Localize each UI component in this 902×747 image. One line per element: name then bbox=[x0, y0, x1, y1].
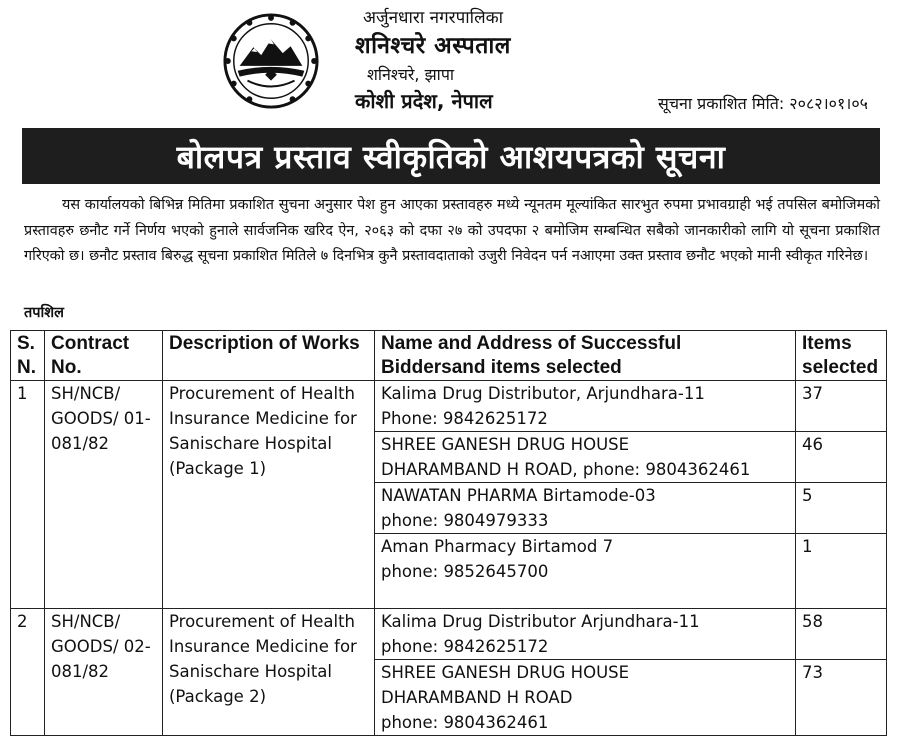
bidder-name: NAWATAN PHARMA Birtamode-03 bbox=[381, 486, 656, 505]
table-row bbox=[11, 381, 887, 432]
bidder-name: Kalima Drug Distributor Arjundhara-11 bbox=[381, 612, 700, 631]
table-row bbox=[11, 609, 887, 660]
items-count: 73 bbox=[796, 660, 887, 736]
bidder-address: DHARAMBAND H ROAD bbox=[381, 688, 573, 707]
awarded-contracts-table bbox=[10, 330, 887, 736]
items-count: 46 bbox=[796, 432, 887, 483]
row-contract-no: SH/NCB/ GOODS/ 01-081/82 bbox=[45, 381, 163, 609]
municipality-name: अर्जुनधारा नगरपालिका bbox=[363, 8, 504, 28]
items-count: 58 bbox=[796, 609, 887, 660]
bidder-cell bbox=[375, 609, 796, 660]
row-sn: 1 bbox=[11, 381, 45, 609]
bidder-name: Kalima Drug Distributor, Arjundhara-11 bbox=[381, 384, 705, 403]
bidder-phone: phone: 9842625172 bbox=[381, 637, 549, 656]
bidder-cell bbox=[375, 432, 796, 483]
bidder-name: SHREE GANESH DRUG HOUSE bbox=[381, 435, 630, 454]
province-name: कोशी प्रदेश, नेपाल bbox=[355, 89, 493, 113]
bidder-cell bbox=[375, 660, 796, 736]
notice-body: यस कार्यालयको बिभिन्न मितिमा प्रकाशित सुचना अनुसार पेश हुन आएका प्रस्तावहरु मध्ये न्यूनतम मूल्यांकित सारभुत रुपमा प्रभावग्राही भई तपसिल बमोजिमको प्रस्तावहरु छनौट गर्ने निर्णय भएको हुनाले सार्वजनिक खरिद ऐन, २०६३ को दफा २७ को उपदफा २ बमोजिम सम्बन्धित सबैको जानकारीको लागि यो सूचना प्रकाशित गरिएको छ। छनौट प्रस्ताव बिरुद्ध सूचना प्रकाशित मितिले ७ दिनभित्र कुनै प्रस्तावदाताको उजुरी निवेदन पर्न नआएमा उक्त प्रस्ताव छनौट भएको मानी स्वीकृत गरिनेछ। bbox=[24, 197, 880, 264]
header-description: Description of Works bbox=[163, 331, 375, 381]
table-header-row bbox=[11, 331, 887, 381]
items-count: 37 bbox=[796, 381, 887, 432]
header-items-selected: Items selected bbox=[796, 331, 887, 381]
bidder-cell bbox=[375, 534, 796, 609]
bidder-phone: phone: 9852645700 bbox=[381, 562, 549, 581]
bidder-phone: Phone: 9842625172 bbox=[381, 409, 548, 428]
bidder-cell bbox=[375, 483, 796, 534]
bidder-phone: DHARAMBAND H ROAD, phone: 9804362461 bbox=[381, 460, 751, 479]
office-block bbox=[355, 10, 615, 111]
row-description: Procurement of Health Insurance Medicine for Sanischare Hospital (Package 1) bbox=[163, 381, 375, 609]
row-contract-no: SH/NCB/ GOODS/ 02-081/82 bbox=[45, 609, 163, 736]
details-label: तपशिल bbox=[24, 305, 64, 321]
bidder-name: Aman Pharmacy Birtamod 7 bbox=[381, 537, 614, 556]
items-count: 5 bbox=[796, 483, 887, 534]
bidder-cell bbox=[375, 381, 796, 432]
hospital-name: शनिश्चरे अस्पताल bbox=[355, 33, 511, 59]
row-description: Procurement of Health Insurance Medicine for Sanischare Hospital (Package 2) bbox=[163, 609, 375, 736]
items-count: 1 bbox=[796, 534, 887, 609]
bidder-name: SHREE GANESH DRUG HOUSE bbox=[381, 663, 630, 682]
header-bidders: Name and Address of Successful Biddersand items selected bbox=[375, 331, 796, 381]
notice-title: बोलपत्र प्रस्ताव स्वीकृतिको आशयपत्रको सूचना bbox=[176, 137, 726, 176]
row-sn: 2 bbox=[11, 609, 45, 736]
header-sn: S. N. bbox=[11, 331, 45, 381]
header-contract-no: Contract No. bbox=[45, 331, 163, 381]
bidder-phone: phone: 9804979333 bbox=[381, 511, 549, 530]
municipality-seal-icon bbox=[222, 12, 320, 110]
notice-title-bar bbox=[22, 128, 880, 184]
bidder-phone: phone: 9804362461 bbox=[381, 713, 549, 732]
publication-date: सूचना प्रकाशित मिति: २०८२।०१।०५ bbox=[658, 94, 868, 113]
hospital-location: शनिश्चरे, झापा bbox=[367, 65, 455, 84]
letterhead bbox=[0, 0, 902, 128]
